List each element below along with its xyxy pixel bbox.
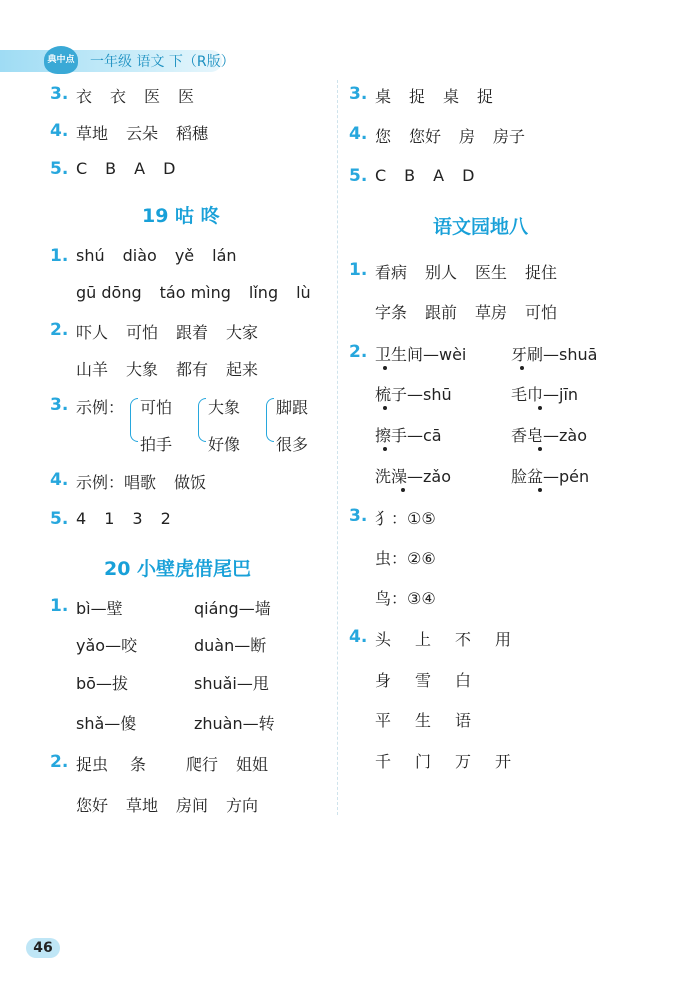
- item-number: 4.: [50, 470, 69, 490]
- pinyin-pair: 牙刷—shuā: [511, 345, 598, 364]
- word: 爬行: [186, 755, 219, 774]
- pinyin-pair: 脸盆—pén: [511, 467, 590, 486]
- item-number: 4.: [349, 627, 368, 647]
- word: 万: [455, 752, 472, 771]
- word: 捉住: [525, 263, 558, 282]
- word: 拍手: [140, 435, 173, 454]
- word: D: [163, 159, 176, 178]
- word: 生: [415, 711, 432, 730]
- word: 好像: [208, 435, 241, 454]
- word: 您好: [409, 127, 442, 146]
- example-label: 示例：: [76, 398, 125, 417]
- word: 用: [495, 630, 512, 649]
- pinyin-pair: bì—壁: [76, 599, 123, 618]
- radical-answer: 犭：①⑤: [375, 509, 436, 528]
- word: 桌: [443, 87, 460, 106]
- word: 语: [455, 711, 472, 730]
- item-number: 4.: [50, 121, 69, 141]
- word: 房: [459, 127, 476, 146]
- word: 捉虫: [76, 755, 109, 774]
- word: 头: [375, 630, 392, 649]
- word: 开: [495, 752, 512, 771]
- answer-text: [375, 84, 493, 107]
- pinyin: shú: [76, 246, 105, 265]
- word: 身: [375, 671, 392, 690]
- brand-logo: 典中点: [44, 46, 78, 74]
- word: 云朵: [126, 124, 159, 143]
- word: A: [433, 166, 445, 185]
- item-number: 3.: [349, 84, 368, 104]
- answer-text: [375, 260, 557, 283]
- item-number: 1.: [50, 596, 69, 616]
- word: 跟着: [176, 323, 209, 342]
- word: 捉: [477, 87, 494, 106]
- answer-text: [375, 166, 474, 185]
- word: 很多: [276, 435, 309, 454]
- pinyin-pair: 毛巾—jīn: [511, 385, 579, 404]
- word: 起来: [226, 360, 259, 379]
- section-title-8: 语文园地八: [433, 216, 529, 238]
- word: 别人: [425, 263, 458, 282]
- section-title-20: 20 小壁虎借尾巴: [104, 558, 252, 580]
- item-number: 2.: [50, 320, 69, 340]
- word: 衣: [76, 87, 93, 106]
- word: 白: [455, 671, 472, 690]
- radical-answer: 虫：②⑥: [375, 549, 436, 568]
- answer-text: [375, 668, 471, 691]
- item-number: 1.: [50, 246, 69, 266]
- word: C: [375, 166, 387, 185]
- pinyin-pair: 梳子—shū: [375, 385, 452, 404]
- word: 您: [375, 127, 392, 146]
- word: 稻穗: [176, 124, 209, 143]
- word: 千: [375, 752, 392, 771]
- item-number: 5.: [50, 509, 69, 529]
- word: 4: [76, 509, 87, 528]
- brace: [130, 398, 138, 442]
- answer-text: [76, 752, 268, 775]
- word: 您好: [76, 796, 109, 815]
- page-number: 46: [26, 938, 60, 958]
- word: 做饭: [174, 473, 207, 492]
- word: 方向: [226, 796, 259, 815]
- column-divider: [337, 80, 338, 815]
- pinyin-pair: 擦手—cā: [375, 426, 442, 445]
- radical-answer: 鸟：③④: [375, 589, 436, 608]
- pinyin: táo mìng: [159, 283, 231, 302]
- pinyin-pair: bō—拔: [76, 674, 128, 693]
- item-number: 4.: [349, 124, 368, 144]
- book-title: 一年级 语文 下（R版）: [90, 54, 235, 70]
- word: 吓人: [76, 323, 109, 342]
- word: 2: [160, 509, 171, 528]
- word: 条: [130, 755, 147, 774]
- word: 可怕: [126, 323, 159, 342]
- word: 上: [415, 630, 432, 649]
- answer-text: [76, 159, 175, 178]
- word: 草地: [126, 796, 159, 815]
- word: 姐姐: [236, 755, 269, 774]
- pinyin-pair: 洗澡—zǎo: [375, 467, 451, 486]
- pinyin-pair: shǎ—傻: [76, 714, 137, 733]
- word: 医: [144, 87, 161, 106]
- item-number: 3.: [349, 506, 368, 526]
- pinyin: diào: [122, 246, 157, 265]
- word: 都有: [176, 360, 209, 379]
- word: 跟前: [425, 303, 458, 322]
- pinyin: lán: [212, 246, 237, 265]
- pinyin: yě: [174, 246, 195, 265]
- word: 大家: [226, 323, 259, 342]
- word: 桌: [375, 87, 392, 106]
- pinyin-line: [76, 283, 311, 302]
- answer-text: [76, 509, 171, 528]
- answer-text: [375, 124, 525, 147]
- pinyin: lǐng: [248, 283, 279, 302]
- word: 平: [375, 711, 392, 730]
- item-number: 1.: [349, 260, 368, 280]
- brace: [198, 398, 206, 442]
- word: 房间: [176, 796, 209, 815]
- word: 看病: [375, 263, 408, 282]
- answer-text: [375, 300, 557, 323]
- word: 草房: [475, 303, 508, 322]
- answer-text: [375, 708, 471, 731]
- word: 字条: [375, 303, 408, 322]
- word: 可怕: [140, 398, 173, 417]
- page-header: [0, 46, 250, 76]
- item-number: 3.: [50, 395, 69, 415]
- word: 山羊: [76, 360, 109, 379]
- word: 3: [132, 509, 143, 528]
- word: 示例：唱歌: [76, 473, 157, 492]
- word: 1: [104, 509, 115, 528]
- item-number: 5.: [50, 159, 69, 179]
- answer-text: [375, 627, 511, 650]
- word: 衣: [110, 87, 127, 106]
- section-title-19: 19 咕 咚: [142, 205, 220, 227]
- answer-text: [76, 320, 258, 343]
- answer-text: [76, 121, 208, 144]
- word: 大象: [126, 360, 159, 379]
- answer-text: [76, 357, 258, 380]
- word: 门: [415, 752, 432, 771]
- word: 草地: [76, 124, 109, 143]
- word: 房子: [493, 127, 526, 146]
- word: 大象: [208, 398, 241, 417]
- word: 可怕: [525, 303, 558, 322]
- pinyin-pair: duàn—断: [194, 636, 267, 655]
- word: C: [76, 159, 88, 178]
- answer-text: [375, 749, 511, 772]
- pinyin-pair: 卫生间—wèi: [375, 345, 467, 364]
- word: A: [134, 159, 146, 178]
- word: 医: [178, 87, 195, 106]
- pinyin: lù: [296, 283, 311, 302]
- answer-text: [76, 470, 206, 493]
- pinyin-pair: zhuàn—转: [194, 714, 275, 733]
- word: 雪: [415, 671, 432, 690]
- word: 捉: [409, 87, 426, 106]
- word: B: [105, 159, 117, 178]
- answer-text: [76, 84, 194, 107]
- pinyin-pair: yǎo—咬: [76, 636, 138, 655]
- pinyin-line: [76, 246, 237, 265]
- pinyin-pair: shuǎi—甩: [194, 674, 269, 693]
- item-number: 3.: [50, 84, 69, 104]
- word: D: [462, 166, 475, 185]
- word: B: [404, 166, 416, 185]
- word: 不: [455, 630, 472, 649]
- item-number: 2.: [349, 342, 368, 362]
- item-number: 5.: [349, 166, 368, 186]
- item-number: 2.: [50, 752, 69, 772]
- pinyin-pair: 香皂—zào: [511, 426, 587, 445]
- pinyin-pair: qiáng—墙: [194, 599, 271, 618]
- word: 脚跟: [276, 398, 309, 417]
- answer-text: [76, 793, 258, 816]
- brace: [266, 398, 274, 442]
- pinyin: gū dōng: [76, 283, 142, 302]
- word: 医生: [475, 263, 508, 282]
